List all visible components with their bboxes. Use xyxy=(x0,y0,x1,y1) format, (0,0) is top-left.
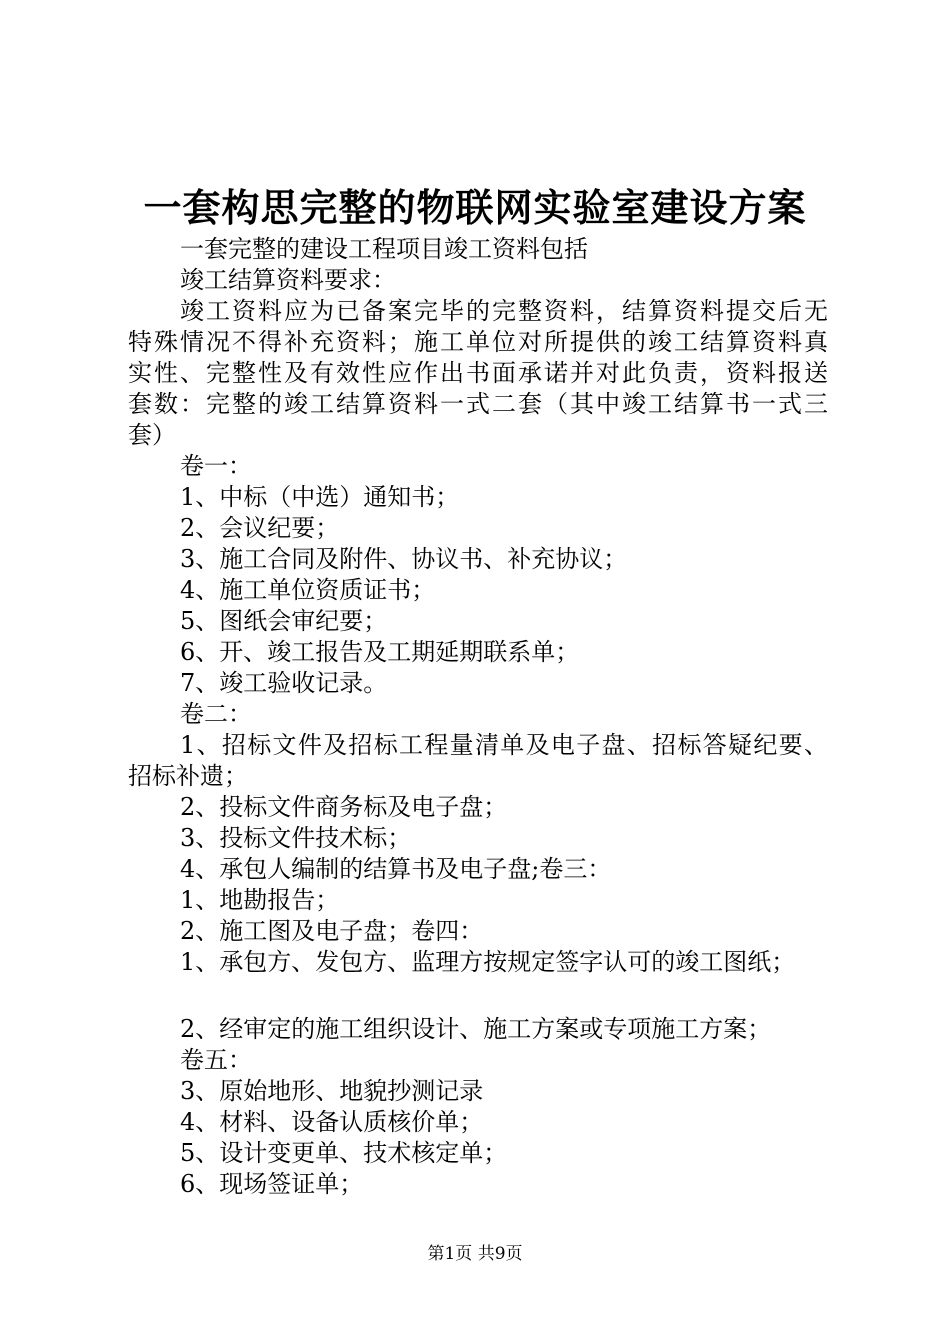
paragraph-line: 实性、完整性及有效性应作出书面承诺并对此负责，资料报送 xyxy=(128,359,828,387)
paragraph-line: 一套完整的建设工程项目竣工资料包括 xyxy=(180,235,588,263)
document-title: 一套构思完整的物联网实验室建设方案 xyxy=(143,185,807,230)
list-item: 5、设计变更单、技术核定单； xyxy=(180,1139,508,1167)
list-item: 1、地勘报告； xyxy=(180,886,340,914)
page-number: 第1页 共9页 xyxy=(427,1244,523,1264)
paragraph-line: 竣工资料应为已备案完毕的完整资料，结算资料提交后无 xyxy=(180,297,828,325)
paragraph-line: 特殊情况不得补充资料；施工单位对所提供的竣工结算资料真 xyxy=(128,328,828,356)
list-item: 1、承包方、发包方、监理方按规定签字认可的竣工图纸； xyxy=(180,948,796,976)
list-item: 4、承包人编制的结算书及电子盘;卷三： xyxy=(180,855,612,883)
list-item: 6、现场签证单； xyxy=(180,1170,364,1198)
blank-line xyxy=(128,978,828,1014)
list-item: 3、原始地形、地貌抄测记录 xyxy=(180,1077,484,1105)
list-item: 2、投标文件商务标及电子盘； xyxy=(180,793,508,821)
list-item: 5、图纸会审纪要； xyxy=(180,607,388,635)
list-item: 4、材料、设备认质核价单； xyxy=(180,1108,484,1136)
paragraph-line: 竣工结算资料要求： xyxy=(180,266,396,294)
list-item: 6、开、竣工报告及工期延期联系单； xyxy=(180,638,580,666)
section-heading: 卷一： xyxy=(180,452,252,480)
list-item: 招标补遗； xyxy=(128,762,248,790)
list-item: 2、施工图及电子盘；卷四： xyxy=(180,917,484,945)
paragraph-line: 套数：完整的竣工结算资料一式二套（其中竣工结算书一式三 xyxy=(128,390,828,418)
list-item: 2、会议纪要； xyxy=(180,514,340,542)
section-heading: 卷五： xyxy=(180,1046,252,1074)
paragraph-line: 套） xyxy=(128,421,176,449)
list-item: 4、施工单位资质证书； xyxy=(180,576,436,604)
section-heading: 卷二： xyxy=(180,700,252,728)
list-item: 2、经审定的施工组织设计、施工方案或专项施工方案； xyxy=(180,1015,772,1043)
document-body xyxy=(128,234,828,1200)
list-item: 1、中标（中选）通知书； xyxy=(180,483,460,511)
list-item: 1、招标文件及招标工程量清单及电子盘、招标答疑纪要、 xyxy=(180,731,828,759)
list-item: 3、投标文件技术标； xyxy=(180,824,412,852)
list-item: 3、施工合同及附件、协议书、补充协议； xyxy=(180,545,628,573)
list-item: 7、竣工验收记录。 xyxy=(180,669,388,697)
